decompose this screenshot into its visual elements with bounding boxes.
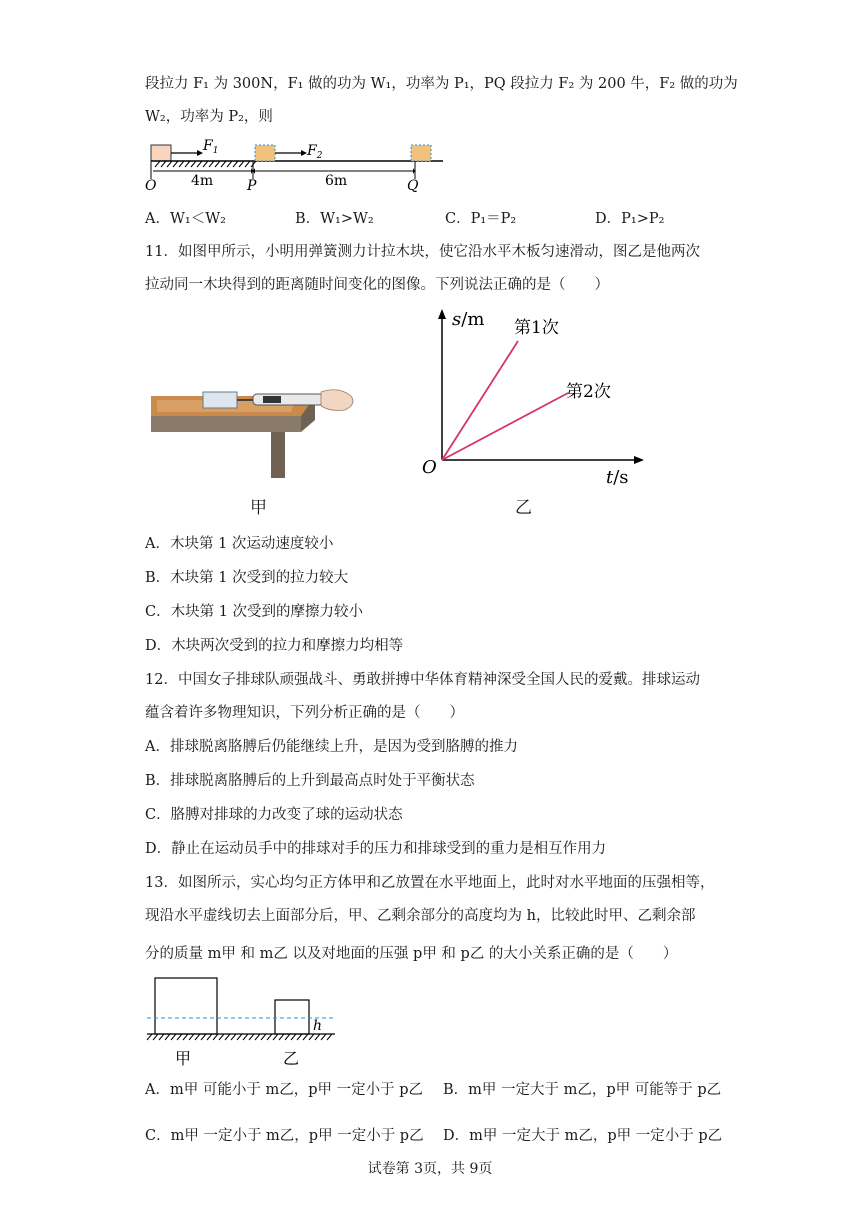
ground-hatch — [197, 161, 202, 167]
ground-hatch — [191, 161, 196, 167]
q12-text-line2: 蕴含着许多物理知识，下列分析正确的是（ ） — [145, 705, 464, 721]
ground-hatch — [195, 1034, 200, 1040]
label-yi: 乙 — [283, 1049, 300, 1068]
origin-label: O — [422, 457, 437, 478]
q13-option-c[interactable]: C．m甲 一定小于 m乙，p甲 一定小于 p乙 — [145, 1128, 424, 1144]
x-axis-label: t/s — [606, 467, 629, 488]
ground-hatch — [165, 1034, 170, 1040]
ground-hatch — [245, 161, 250, 167]
ground-hatch — [239, 161, 244, 167]
ground-hatch — [183, 1034, 188, 1040]
ground-hatch — [189, 1034, 194, 1040]
q11-option-a[interactable]: A．木块第 1 次运动速度较小 — [145, 536, 334, 552]
ground-hatch — [327, 1034, 332, 1040]
q13-option-a[interactable]: A．m甲 可能小于 m乙，p甲 一定小于 p乙 — [145, 1082, 423, 1098]
ground-hatch — [315, 1034, 320, 1040]
q10-option-d[interactable]: D．P₁>P₂ — [595, 211, 665, 227]
ground-hatch — [179, 161, 184, 167]
ground-hatch — [203, 161, 208, 167]
ground-hatch — [267, 1034, 272, 1040]
ground-hatch — [167, 161, 172, 167]
ground-hatch — [249, 1034, 254, 1040]
q12-option-b[interactable]: B．排球脱离胳膊后的上升到最高点时处于平衡状态 — [145, 773, 475, 789]
label-first: 第1次 — [514, 318, 559, 338]
block-p — [255, 145, 275, 161]
ground-hatch — [155, 161, 160, 167]
f2-label: $F_2$ — [307, 143, 323, 161]
ground-hatch — [231, 1034, 236, 1040]
q13-text-line2: 现沿水平虚线切去上面部分后，甲、乙剩余部分的高度均为 h，比较此时甲、乙剩余部 — [145, 908, 696, 924]
line-second — [442, 393, 568, 460]
ground-hatch — [233, 161, 238, 167]
q10-option-a[interactable]: A．W₁＜W₂ — [145, 211, 226, 227]
ground-hatch — [273, 1034, 278, 1040]
q11-option-c[interactable]: C．木块第 1 次受到的摩擦力较小 — [145, 604, 364, 620]
ground-hatch — [171, 1034, 176, 1040]
ground-hatch — [261, 1034, 266, 1040]
q10-text-line1: 段拉力 F₁ 为 300N，F₁ 做的功为 W₁，功率为 P₁，PQ 段拉力 F₂ 为 200 牛，F₂ 做的功为 — [145, 76, 738, 92]
label-second: 第2次 — [566, 382, 611, 402]
label-p: P — [247, 178, 257, 194]
ground-hatch — [303, 1034, 308, 1040]
block-q — [411, 145, 431, 161]
ground-hatch — [153, 1034, 158, 1040]
ground-hatch — [173, 161, 178, 167]
ground-hatch — [279, 1034, 284, 1040]
ground-hatch — [185, 161, 190, 167]
ground-hatch — [221, 161, 226, 167]
q13-option-d[interactable]: D．m甲 一定大于 m乙，p甲 一定小于 p乙 — [443, 1128, 723, 1144]
ground-hatch — [225, 1034, 230, 1040]
block-start — [151, 145, 171, 161]
q12-option-a[interactable]: A．排球脱离胳膊后仍能继续上升，是因为受到胳膊的推力 — [145, 739, 518, 755]
q11-option-d[interactable]: D．木块两次受到的拉力和摩擦力均相等 — [145, 638, 404, 654]
ground-hatch — [297, 1034, 302, 1040]
label-h: h — [313, 1018, 323, 1034]
page-footer: 试卷第 3页，共 9页 — [367, 1161, 493, 1177]
q11-label-jia: 甲 — [250, 498, 267, 518]
ground-hatch — [161, 161, 166, 167]
label-o: O — [145, 178, 157, 194]
y-axis-label: s/m — [452, 309, 485, 330]
q10-option-b[interactable]: B．W₁>W₂ — [295, 211, 374, 227]
label-4m: 4m — [191, 173, 214, 189]
cube-jia — [155, 978, 217, 1034]
ground-hatch — [207, 1034, 212, 1040]
ground-hatch — [177, 1034, 182, 1040]
ground-hatch — [213, 1034, 218, 1040]
q13-text-line3: 分的质量 m甲 和 m乙 以及对地面的压强 p甲 和 p乙 的大小关系正确的是（ ） — [145, 946, 678, 962]
ground-hatch — [147, 1034, 152, 1040]
q12-option-d[interactable]: D．静止在运动员手中的排球对手的压力和排球受到的重力是相互作用力 — [145, 841, 607, 857]
q13-option-b[interactable]: B．m甲 一定大于 m乙，p甲 可能等于 p乙 — [443, 1082, 722, 1098]
q10-figure — [145, 137, 445, 195]
ground-hatch — [255, 1034, 260, 1040]
q11-text-line1: 11．如图甲所示，小明用弹簧测力计拉木块，使它沿水平木板匀速滑动，图乙是他两次 — [145, 244, 700, 260]
q11-graph-yi — [410, 305, 660, 495]
ground-hatch — [215, 161, 220, 167]
label-q: Q — [407, 178, 419, 194]
f1-label: $F_1$ — [203, 138, 219, 156]
ground-hatch — [201, 1034, 206, 1040]
q11-text-line2: 拉动同一木块得到的距离随时间变化的图像。下列说法正确的是（ ） — [145, 277, 609, 293]
q10-option-c[interactable]: C．P₁＝P₂ — [445, 211, 517, 227]
line-first — [442, 341, 518, 460]
ground-hatch — [227, 161, 232, 167]
q11-figure-jia — [145, 380, 375, 480]
ground-hatch — [237, 1034, 242, 1040]
wooden-block — [203, 392, 237, 408]
ground-hatch — [219, 1034, 224, 1040]
q10-text-line2: W₂，功率为 P₂，则 — [145, 109, 273, 125]
ground-hatch — [159, 1034, 164, 1040]
ground-hatch — [285, 1034, 290, 1040]
q13-text-line1: 13．如图所示，实心均匀正方体甲和乙放置在水平地面上，此时对水平地面的压强相等， — [145, 875, 715, 891]
hand — [321, 390, 353, 411]
q11-option-b[interactable]: B．木块第 1 次受到的拉力较大 — [145, 570, 349, 586]
ground-hatch — [291, 1034, 296, 1040]
q13-figure — [145, 972, 345, 1072]
ground-hatch — [309, 1034, 314, 1040]
cube-yi — [275, 1000, 309, 1034]
ground-hatch — [321, 1034, 326, 1040]
ground-hatch — [243, 1034, 248, 1040]
label-6m: 6m — [325, 173, 348, 189]
q12-text-line1: 12．中国女子排球队顽强战斗、勇敢拼搏中华体育精神深受全国人民的爱戴。排球运动 — [145, 672, 700, 688]
q11-label-yi: 乙 — [515, 498, 532, 518]
ground-hatch — [209, 161, 214, 167]
q12-option-c[interactable]: C．胳膊对排球的力改变了球的运动状态 — [145, 807, 403, 823]
label-jia: 甲 — [175, 1049, 192, 1068]
